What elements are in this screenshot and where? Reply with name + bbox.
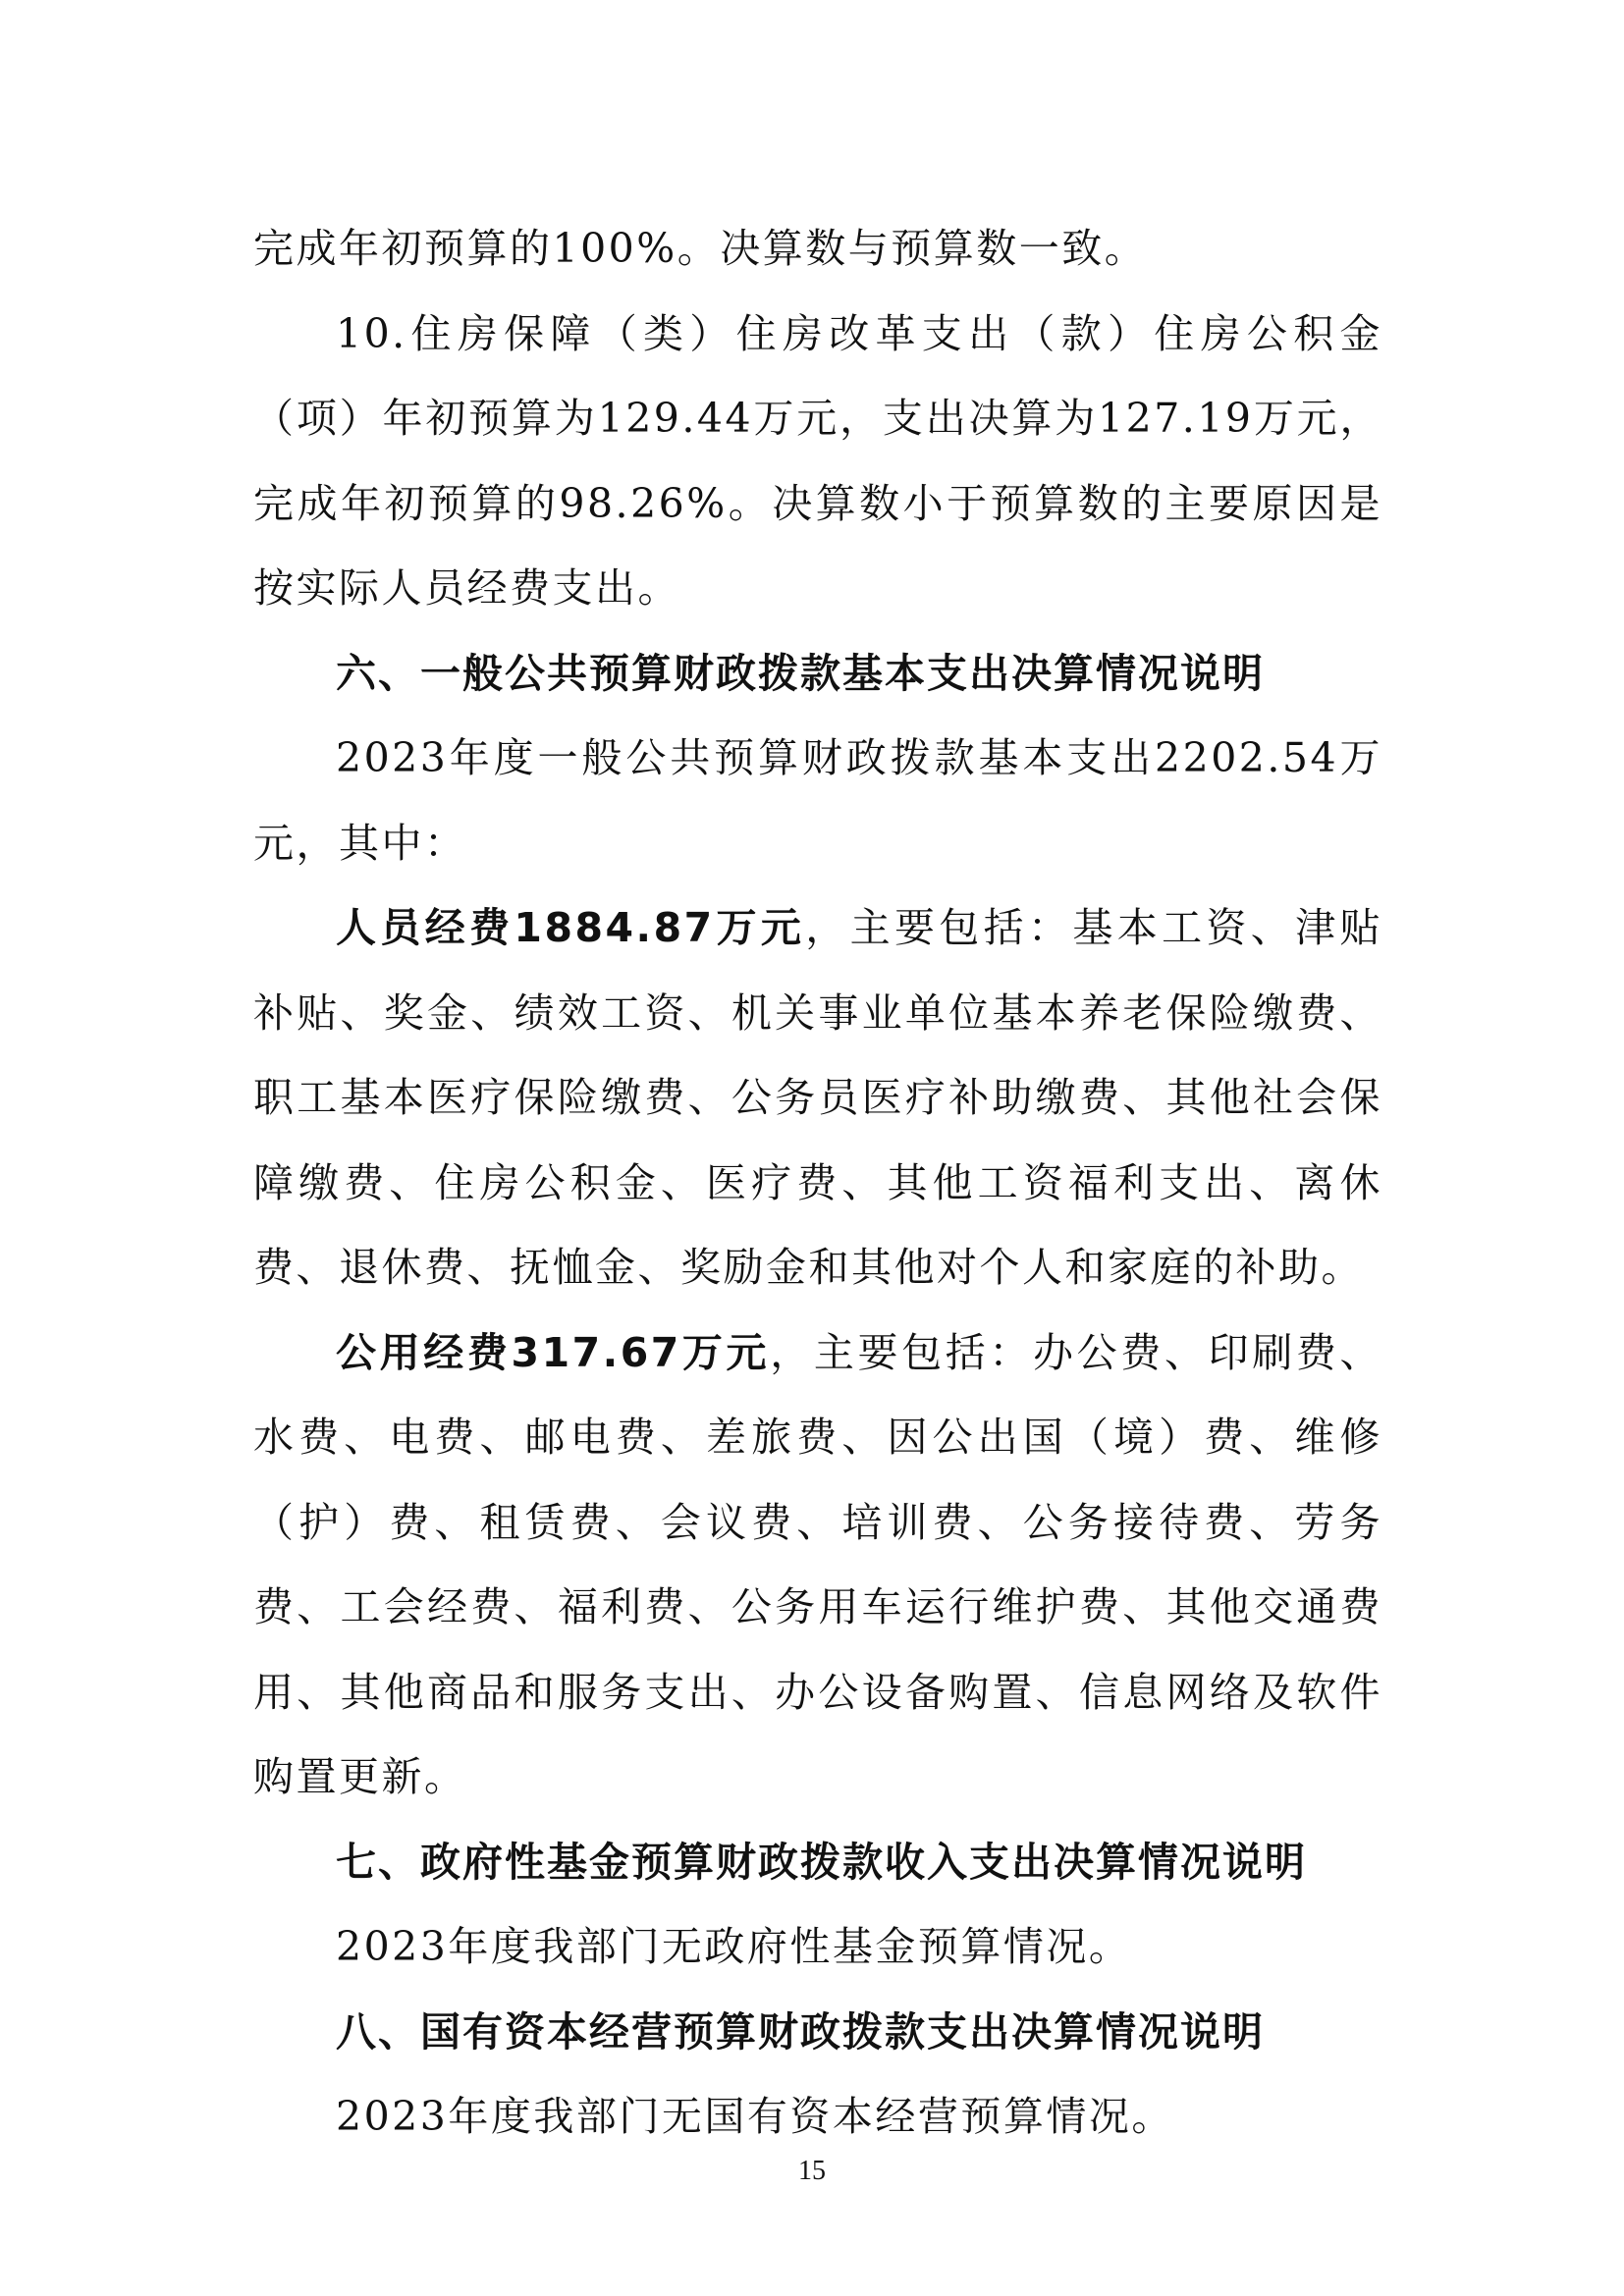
section-heading-six: 六、一般公共预算财政拨款基本支出决算情况说明 [336,649,1265,697]
paragraph-housing-fund: 10.住房保障（类）住房改革支出（款）住房公积金（项）年初预算为129.44万元，支出决算为127.19万元，完成年初预算的98.26%。决算数小于预算数的主要原因是按实际人员经费支出。 [253,309,1382,612]
paragraph-government-fund: 2023年度我部门无政府性基金预算情况。 [336,1923,1132,1970]
public-expenses-detail: ，主要包括：办公费、印刷费、水费、电费、邮电费、差旅费、因公出国（境）费、维修（护）费、租赁费、会议费、培训费、公务接待费、劳务费、工会经费、福利费、公务用车运行维护费、其他交通费用、其他商品和服务支出、办公设备购置、信息网络及软件购置更新。 [253,1328,1382,1800]
paragraph-continuation: 完成年初预算的100%。决算数与预算数一致。 [253,225,1148,272]
document-body [253,206,1382,2160]
page-number: 15 [798,2156,826,2186]
paragraph-public-expenses [253,1310,1382,1820]
personnel-expenses-lead: 人员经费1884.87万元 [336,904,806,951]
paragraph-state-capital: 2023年度我部门无国有资本经营预算情况。 [336,2093,1174,2140]
personnel-expenses-detail: ，主要包括：基本工资、津贴补贴、奖金、绩效工资、机关事业单位基本养老保险缴费、职工基本医疗保险缴费、公务员医疗补助缴费、其他社会保障缴费、住房公积金、医疗费、其他工资福利支出、离休费、退休费、抚恤金、奖励金和其他对个人和家庭的补助。 [253,904,1382,1291]
section-heading-seven: 七、政府性基金预算财政拨款收入支出决算情况说明 [336,1838,1307,1886]
public-expenses-lead: 公用经费317.67万元 [336,1328,771,1376]
paragraph-personnel-expenses [253,885,1382,1310]
section-heading-eight: 八、国有资本经营预算财政拨款支出决算情况说明 [336,2007,1265,2056]
paragraph-basic-expenditure: 2023年度一般公共预算财政拨款基本支出2202.54万元，其中： [253,734,1382,867]
